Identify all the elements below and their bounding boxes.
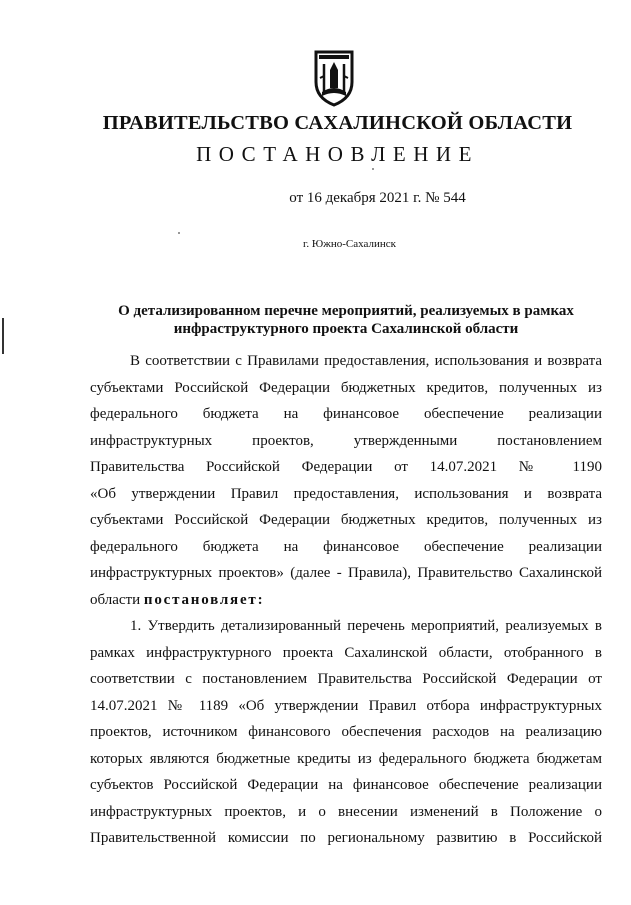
- resolve-prefix: области: [90, 591, 144, 608]
- item1-line: рамках инфраструктурного проекта Сахалинской области, отобранного в: [90, 644, 602, 661]
- item1-line: Правительственной комиссии по региональному развитию в Российской: [90, 830, 602, 846]
- body-line: Правительства Российской Федерации от 14.07.2021 № 1190: [90, 459, 602, 475]
- document-city: г. Южно-Сахалинск: [303, 238, 396, 250]
- document-body: [90, 348, 602, 852]
- body-line: федерального бюджета на финансовое обеспечение реализации: [90, 406, 602, 422]
- body-line: инфраструктурных проектов, утвержденными постановлением: [90, 432, 602, 449]
- heading-line: инфраструктурного проекта Сахалинской области: [173, 321, 519, 337]
- body-line: субъектами Российской Федерации бюджетных кредитов, полученных из: [90, 379, 602, 396]
- scan-speck: [372, 168, 374, 170]
- heading-line: О детализированном перечне мероприятий, реализуемых в рамках: [118, 303, 574, 319]
- body-line: субъектами Российской Федерации бюджетных кредитов, полученных из: [90, 512, 602, 528]
- item1-line: 14.07.2021 № 1189 «Об утверждении Правил отбора инфраструктурных: [90, 697, 602, 714]
- document-date-number: от 16 декабря 2021 г. № 544: [289, 190, 466, 206]
- resolve-suffix: :: [257, 591, 265, 608]
- government-title: ПРАВИТЕЛЬСТВО САХАЛИНСКОЙ ОБЛАСТИ: [102, 112, 573, 134]
- document-heading: [96, 302, 596, 338]
- body-line: «Об утверждении Правил предоставления, использования и возврата: [90, 485, 602, 502]
- item1-line: соответствии с постановлением Правительства Российской Федерации от: [90, 671, 602, 687]
- resolve-line: [90, 587, 602, 614]
- resolve-word: постановляет: [143, 591, 258, 608]
- item1-line: которых являются бюджетные кредиты из федерального бюджета бюджетам: [90, 750, 602, 767]
- body-line: инфраструктурных проектов» (далее - Правила), Правительство Сахалинской: [90, 565, 602, 581]
- document-type: ПОСТАНОВЛЕНИЕ: [196, 142, 479, 166]
- sakhalin-coat-of-arms-icon: [310, 48, 358, 108]
- item1-line: 1. Утвердить детализированный перечень мероприятий, реализуемых в: [130, 618, 602, 634]
- body-line: В соответствии с Правилами предоставления, использования и возврата: [130, 353, 602, 369]
- scan-speck: [178, 232, 180, 234]
- scan-edge-mark: [2, 318, 4, 354]
- item1-line: инфраструктурных проектов, и о внесении изменений в Положение о: [90, 803, 602, 820]
- item1-line: субъектов Российской Федерации на финансовое обеспечение реализации: [90, 777, 602, 793]
- body-line: федерального бюджета на финансовое обеспечение реализации: [90, 538, 602, 555]
- item1-line: проектов, источником финансового обеспечения расходов на реализацию: [90, 724, 602, 740]
